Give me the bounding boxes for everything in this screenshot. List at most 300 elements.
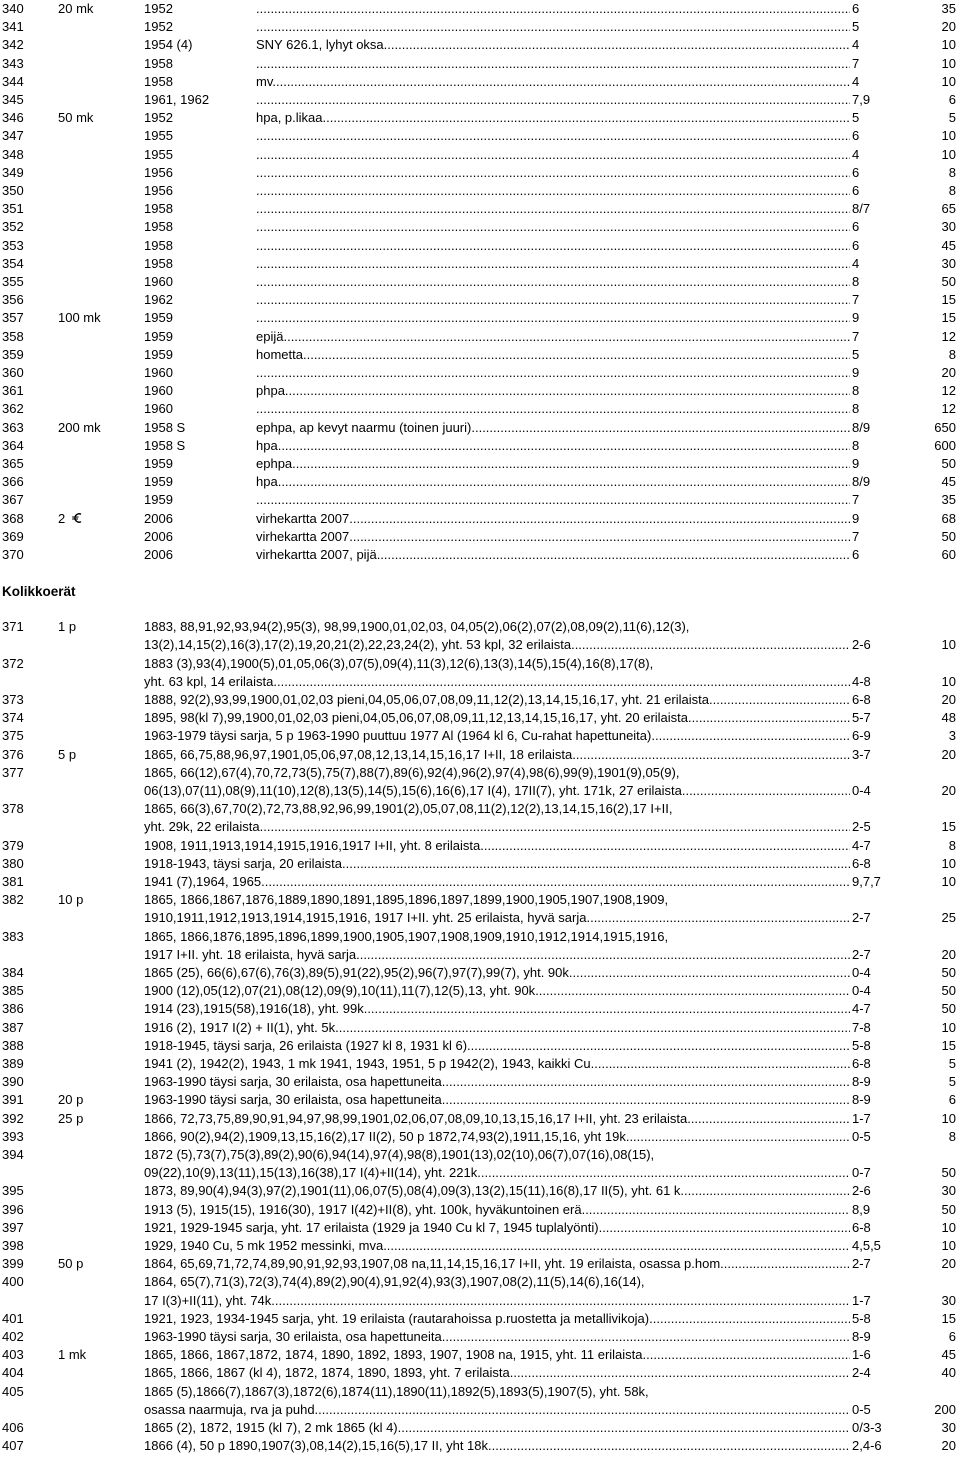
lot-row-continuation bbox=[0, 1401, 960, 1419]
lot-row-continuation bbox=[0, 818, 960, 836]
description-text: 1918-1943, täysi sarja, 20 erilaista bbox=[144, 855, 343, 871]
condition: 7-8 bbox=[852, 1019, 871, 1035]
condition: 2-7 bbox=[852, 910, 871, 926]
lot-number: 400 bbox=[2, 1274, 24, 1290]
dot-leader bbox=[315, 1401, 850, 1419]
lot-row bbox=[0, 291, 960, 309]
description bbox=[144, 1164, 850, 1182]
description bbox=[256, 146, 850, 164]
lot-number: 341 bbox=[2, 19, 24, 35]
dot-leader bbox=[256, 237, 850, 255]
price: 50 bbox=[941, 983, 956, 999]
lot-number: 364 bbox=[2, 437, 24, 453]
lot-number: 350 bbox=[2, 183, 24, 198]
lot-row bbox=[0, 255, 960, 273]
condition: 8,9 bbox=[852, 1201, 871, 1217]
condition: 4,5,5 bbox=[852, 1238, 881, 1253]
price: 15 bbox=[941, 1310, 956, 1326]
dot-leader bbox=[278, 473, 850, 491]
lot-number: 359 bbox=[2, 346, 24, 362]
price: 60 bbox=[941, 547, 956, 562]
description-text: hometta bbox=[256, 346, 303, 362]
description bbox=[256, 419, 850, 437]
lot-number: 351 bbox=[2, 201, 24, 217]
description bbox=[144, 673, 850, 691]
condition: 6-8 bbox=[852, 855, 871, 871]
lot-row bbox=[0, 1364, 960, 1382]
year: 1960 bbox=[144, 274, 173, 289]
lot-row bbox=[0, 1073, 960, 1091]
price: 6 bbox=[948, 92, 956, 107]
lot-row bbox=[0, 1019, 960, 1037]
lot-number: 357 bbox=[2, 310, 24, 326]
description bbox=[144, 1019, 850, 1037]
lot-row bbox=[0, 891, 960, 909]
year: 1959 bbox=[144, 492, 173, 508]
price: 15 bbox=[941, 310, 956, 326]
condition: 4 bbox=[852, 37, 860, 53]
lot-number: 355 bbox=[2, 274, 24, 289]
lot-row bbox=[0, 655, 960, 673]
lot-number: 384 bbox=[2, 965, 24, 980]
description-text: 1865, 66(3),67,70(2),72,73,88,92,96,99,1901(2),05,07,08,11(2),12(2),13,14,15,16(2),17 I+II, bbox=[144, 801, 673, 817]
lot-row bbox=[0, 218, 960, 236]
description bbox=[256, 273, 850, 291]
lot-number: 358 bbox=[2, 328, 24, 344]
dot-leader bbox=[256, 55, 850, 73]
description-text: virhekartta 2007 bbox=[256, 510, 350, 526]
dot-leader bbox=[256, 164, 850, 182]
dot-leader bbox=[349, 510, 850, 528]
year: 1959 bbox=[144, 328, 173, 344]
lot-number: 361 bbox=[2, 383, 24, 399]
dot-leader bbox=[256, 182, 850, 200]
price: 600 bbox=[934, 437, 956, 453]
lot-row bbox=[0, 764, 960, 782]
year: 1960 bbox=[144, 401, 173, 417]
lot-row-continuation bbox=[0, 946, 960, 964]
lot-number: 353 bbox=[2, 237, 24, 253]
price: 8 bbox=[948, 837, 956, 853]
dot-leader bbox=[467, 1037, 850, 1055]
lot-row bbox=[0, 1328, 960, 1346]
dot-leader bbox=[283, 328, 850, 346]
condition: 2-6 bbox=[852, 1183, 871, 1199]
lot-row bbox=[0, 55, 960, 73]
lot-row bbox=[0, 1419, 960, 1437]
price: 50 bbox=[941, 1001, 956, 1017]
dot-leader bbox=[586, 909, 850, 927]
description bbox=[144, 1219, 850, 1237]
lot-row bbox=[0, 91, 960, 109]
description-text: 1865, 1866,1867,1876,1889,1890,1891,1895,1896,1897,1899,1900,1905,1907,1908,1909, bbox=[144, 892, 669, 908]
lot-row bbox=[0, 18, 960, 36]
price: 5 bbox=[948, 1056, 956, 1071]
lot-number: 381 bbox=[2, 874, 24, 889]
dot-leader bbox=[349, 528, 850, 546]
dot-leader bbox=[335, 1019, 850, 1037]
description bbox=[256, 346, 850, 364]
description-text: 1883, 88,91,92,93,94(2),95(3), 98,99,1900,01,02,03, 04,05(2),06(2),07(2),08,09(2),11(6),12(3), bbox=[144, 619, 690, 635]
condition: 8/9 bbox=[852, 474, 871, 490]
description bbox=[256, 437, 850, 455]
dot-leader bbox=[303, 346, 850, 364]
year: 1959 bbox=[144, 474, 173, 490]
description-text: 1883 (3),93(4),1900(5),01,05,06(3),07(5),09(4),11(3),12(6),13(3),14(5),15(4),16(8),17(8), bbox=[144, 655, 654, 671]
price: 10 bbox=[941, 874, 956, 889]
condition: 0-7 bbox=[852, 1165, 871, 1181]
price: 650 bbox=[934, 419, 956, 435]
condition: 6 bbox=[852, 219, 860, 235]
description bbox=[256, 0, 850, 18]
description-text: 1865, 66(12),67(4),70,72,73(5),75(7),88(7),89(6),92(4),96(2),97(4),98(6),99(9),1901(9),05(9), bbox=[144, 764, 680, 780]
lot-row bbox=[0, 455, 960, 473]
lot-row bbox=[0, 400, 960, 418]
denomination: 2 bbox=[58, 510, 83, 528]
condition: 2-4 bbox=[852, 1365, 871, 1381]
lot-number: 394 bbox=[2, 1147, 24, 1162]
price: 20 bbox=[941, 783, 956, 798]
condition: 4-7 bbox=[852, 837, 871, 853]
description bbox=[256, 164, 850, 182]
denomination: 20 mk bbox=[58, 1, 94, 16]
condition: 6 bbox=[852, 183, 860, 198]
year: 1958 bbox=[144, 55, 173, 71]
price: 10 bbox=[941, 73, 956, 89]
year: 1960 bbox=[144, 383, 173, 399]
condition: 6 bbox=[852, 128, 860, 144]
condition: 0-5 bbox=[852, 1401, 871, 1417]
price: 50 bbox=[941, 274, 956, 289]
price: 35 bbox=[941, 1, 956, 16]
description bbox=[144, 1310, 850, 1328]
condition: 6-8 bbox=[852, 692, 871, 707]
description bbox=[144, 1346, 850, 1364]
condition: 6-8 bbox=[852, 1219, 871, 1235]
dot-leader bbox=[442, 1073, 850, 1091]
description bbox=[256, 91, 850, 109]
year: 1959 bbox=[144, 456, 173, 471]
dot-leader bbox=[442, 1091, 850, 1109]
description bbox=[144, 1055, 850, 1073]
description-text: 1872 (5),73(7),75(3),89(2),90(6),94(14),97(4),98(8),1901(13),02(10),06(7),07(16),08(15), bbox=[144, 1147, 655, 1162]
description-text: 1866, 90(2),94(2),1909,13,15,16(2),17 II(2), 50 p 1872,74,93(2),1911,15,16, yht 19k bbox=[144, 1128, 626, 1144]
price: 50 bbox=[941, 1201, 956, 1217]
lot-row bbox=[0, 1383, 960, 1401]
price: 12 bbox=[941, 383, 956, 399]
year: 1958 bbox=[144, 73, 173, 89]
description bbox=[256, 455, 850, 473]
description bbox=[144, 1182, 850, 1200]
description bbox=[144, 1000, 850, 1018]
description bbox=[256, 127, 850, 145]
description bbox=[144, 709, 850, 727]
dot-leader bbox=[292, 455, 850, 473]
description bbox=[144, 873, 850, 891]
condition: 4-8 bbox=[852, 673, 871, 689]
condition: 6 bbox=[852, 237, 860, 253]
description-text: hpa bbox=[256, 474, 278, 490]
description-text: SNY 626.1, lyhyt oksa bbox=[256, 37, 384, 53]
description-text: 1963-1990 täysi sarja, 30 erilaista, osa hapettuneita bbox=[144, 1092, 442, 1108]
dot-leader bbox=[571, 636, 850, 654]
lot-number: 406 bbox=[2, 1420, 24, 1435]
lot-number: 401 bbox=[2, 1310, 24, 1326]
description-text: 1929, 1940 Cu, 5 mk 1952 messinki, mva bbox=[144, 1238, 384, 1253]
description bbox=[256, 309, 850, 327]
description-text: 1895, 98(kl 7),99,1900,01,02,03 pieni,04,05,06,07,08,09,11,12,13,14,15,16,17, yht. 20 erilaista bbox=[144, 710, 689, 726]
condition: 9 bbox=[852, 365, 860, 380]
description-text: 1913 (5), 1915(15), 1916(30), 1917 I(42)+II(8), yht. 100k, hyväkuntoinen erä bbox=[144, 1201, 582, 1217]
description bbox=[144, 982, 850, 1000]
lot-number: 363 bbox=[2, 419, 24, 435]
denomination: 25 p bbox=[58, 1110, 84, 1126]
dot-leader bbox=[256, 255, 850, 273]
lot-number: 390 bbox=[2, 1074, 24, 1090]
lot-number: 366 bbox=[2, 474, 24, 490]
lot-number: 379 bbox=[2, 837, 24, 853]
description bbox=[256, 218, 850, 236]
lot-number: 386 bbox=[2, 1001, 24, 1017]
lot-number: 391 bbox=[2, 1092, 24, 1108]
lot-row-continuation bbox=[0, 782, 960, 800]
price: 30 bbox=[941, 219, 956, 235]
lot-row bbox=[0, 691, 960, 709]
lot-row-continuation bbox=[0, 673, 960, 691]
price: 20 bbox=[941, 946, 956, 962]
lot-number: 377 bbox=[2, 764, 24, 780]
condition: 8-9 bbox=[852, 1329, 871, 1344]
dot-leader bbox=[256, 309, 850, 327]
dot-leader bbox=[569, 964, 850, 982]
lot-number: 382 bbox=[2, 892, 24, 908]
price: 12 bbox=[941, 401, 956, 417]
year: 2006 bbox=[144, 528, 173, 544]
lot-number: 375 bbox=[2, 728, 24, 744]
lot-row bbox=[0, 528, 960, 546]
lot-number: 343 bbox=[2, 55, 24, 71]
price: 6 bbox=[948, 1092, 956, 1108]
dot-leader bbox=[682, 782, 850, 800]
denomination: 1 mk bbox=[58, 1347, 87, 1363]
description bbox=[256, 55, 850, 73]
description bbox=[144, 964, 850, 982]
price: 20 bbox=[941, 1256, 956, 1272]
year: 1961, 1962 bbox=[144, 92, 210, 107]
condition: 2-7 bbox=[852, 1256, 871, 1272]
denomination: 20 p bbox=[58, 1092, 84, 1108]
lot-number: 374 bbox=[2, 710, 24, 726]
dot-leader bbox=[384, 36, 850, 54]
dot-leader bbox=[256, 146, 850, 164]
description-text: 1865 (2), 1872, 1915 (kl 7), 2 mk 1865 (kl 4) bbox=[144, 1420, 398, 1435]
lot-row bbox=[0, 1237, 960, 1255]
lot-row bbox=[0, 709, 960, 727]
description-text: 1865, 1866, 1867 (kl 4), 1872, 1874, 1890, 1893, yht. 7 erilaista bbox=[144, 1365, 510, 1381]
dot-leader bbox=[256, 200, 850, 218]
condition: 1-7 bbox=[852, 1292, 871, 1308]
lot-number: 373 bbox=[2, 692, 24, 707]
description-text: 1900 (12),05(12),07(21),08(12),09(9),10(11),11(7),12(5),13, yht. 90k bbox=[144, 983, 536, 999]
price: 10 bbox=[941, 146, 956, 162]
lot-row bbox=[0, 1146, 960, 1164]
lot-row bbox=[0, 1128, 960, 1146]
condition: 8-9 bbox=[852, 1074, 871, 1090]
year: 1955 bbox=[144, 128, 173, 144]
lot-row bbox=[0, 237, 960, 255]
dot-leader bbox=[582, 1201, 850, 1219]
dot-leader bbox=[260, 818, 850, 836]
price: 200 bbox=[934, 1401, 956, 1417]
lot-row bbox=[0, 1437, 960, 1455]
dot-leader bbox=[342, 855, 850, 873]
lot-number: 372 bbox=[2, 655, 24, 671]
lot-number: 407 bbox=[2, 1438, 24, 1454]
dot-leader bbox=[591, 1055, 850, 1073]
year: 1960 bbox=[144, 365, 173, 380]
description bbox=[256, 528, 850, 546]
dot-leader bbox=[471, 419, 850, 437]
lot-number: 342 bbox=[2, 37, 24, 53]
description-text: hpa bbox=[256, 437, 278, 453]
condition: 9,7,7 bbox=[852, 874, 881, 889]
lot-number: 395 bbox=[2, 1183, 24, 1199]
denomination: 100 mk bbox=[58, 310, 101, 326]
lot-number: 346 bbox=[2, 110, 24, 126]
dot-leader bbox=[276, 73, 850, 91]
price: 10 bbox=[941, 637, 956, 653]
lot-row bbox=[0, 309, 960, 327]
description bbox=[144, 1037, 850, 1055]
price: 15 bbox=[941, 819, 956, 835]
description bbox=[144, 855, 850, 873]
condition: 0-5 bbox=[852, 1128, 871, 1144]
lot-number: 369 bbox=[2, 528, 24, 544]
description-text: 1941 (2), 1942(2), 1943, 1 mk 1941, 1943, 1951, 5 p 1942(2), 1943, kaikki Cu bbox=[144, 1056, 591, 1071]
price: 10 bbox=[941, 1110, 956, 1126]
lot-number: 360 bbox=[2, 365, 24, 380]
lot-row bbox=[0, 437, 960, 455]
lot-row bbox=[0, 1182, 960, 1200]
condition: 2-5 bbox=[852, 819, 871, 835]
condition: 5 bbox=[852, 19, 860, 35]
description bbox=[144, 782, 850, 800]
dot-leader bbox=[271, 1292, 850, 1310]
lot-number: 340 bbox=[2, 1, 24, 16]
lot-number: 348 bbox=[2, 146, 24, 162]
year: 1958 S bbox=[144, 437, 186, 453]
condition: 7 bbox=[852, 492, 860, 508]
description-text: ephpa, ap kevyt naarmu (toinen juuri) bbox=[256, 419, 472, 435]
condition: 8 bbox=[852, 383, 860, 399]
condition: 1-7 bbox=[852, 1110, 871, 1126]
description-text: 1963-1990 täysi sarja, 30 erilaista, osa hapettuneita bbox=[144, 1074, 442, 1090]
description-text: 1864, 65,69,71,72,74,89,90,91,92,93,1907,08 na,11,14,15,16,17 I+II, yht. 19 erilaista, osassa p.hom bbox=[144, 1256, 721, 1272]
lot-row bbox=[0, 510, 960, 528]
description bbox=[144, 946, 850, 964]
description-text: 17 I(3)+II(11), yht. 74k bbox=[144, 1292, 272, 1308]
price: 30 bbox=[941, 255, 956, 271]
description-text: 13(2),14,15(2),16(3),17(2),19,20,21(2),22,23,24(2), yht. 53 kpl, 32 erilaista bbox=[144, 637, 572, 653]
lot-row bbox=[0, 982, 960, 1000]
dot-leader bbox=[261, 873, 850, 891]
price: 68 bbox=[941, 510, 956, 526]
description-text: virhekartta 2007 bbox=[256, 528, 350, 544]
year: 1958 S bbox=[144, 419, 186, 435]
lot-row bbox=[0, 419, 960, 437]
lot-row bbox=[0, 1219, 960, 1237]
dot-leader bbox=[398, 1419, 850, 1437]
lot-row bbox=[0, 800, 960, 818]
description bbox=[144, 691, 850, 709]
description-text: 1910,1911,1912,1913,1914,1915,1916, 1917 I+II. yht. 25 erilaista, hyvä sarja bbox=[144, 910, 587, 926]
price: 30 bbox=[941, 1292, 956, 1308]
description bbox=[144, 1091, 850, 1109]
condition: 8 bbox=[852, 401, 860, 417]
price: 8 bbox=[948, 183, 956, 198]
lot-number: 345 bbox=[2, 92, 24, 107]
description-text: 1866, 72,73,75,89,90,91,94,97,98,99,1901,02,06,07,08,09,10,13,15,16,17 I+II, yht. 23 erilaista bbox=[144, 1110, 688, 1126]
description bbox=[144, 1401, 850, 1419]
price: 45 bbox=[941, 237, 956, 253]
dot-leader bbox=[256, 491, 850, 509]
dot-leader bbox=[285, 382, 850, 400]
description bbox=[144, 1073, 850, 1091]
price: 50 bbox=[941, 1165, 956, 1181]
condition: 4-7 bbox=[852, 1001, 871, 1017]
year: 1952 bbox=[144, 110, 173, 126]
condition: 2-7 bbox=[852, 946, 871, 962]
dot-leader bbox=[709, 691, 850, 709]
condition: 7 bbox=[852, 328, 860, 344]
lot-number: 380 bbox=[2, 855, 24, 871]
description-text: 1921, 1929-1945 sarja, yht. 17 erilaista (1929 ja 1940 Cu kl 7, 1945 tuplalyönti) bbox=[144, 1219, 599, 1235]
description bbox=[144, 636, 850, 654]
lot-row bbox=[0, 73, 960, 91]
description-text: 1917 I+II. yht. 18 erilaista, hyvä sarja bbox=[144, 946, 357, 962]
lot-number: 385 bbox=[2, 983, 24, 999]
condition: 6-9 bbox=[852, 728, 871, 744]
description-text: hpa, p.likaa bbox=[256, 110, 323, 126]
condition: 0-4 bbox=[852, 983, 871, 999]
lot-number: 378 bbox=[2, 801, 24, 817]
lot-number: 370 bbox=[2, 547, 24, 562]
lot-row bbox=[0, 328, 960, 346]
year: 1962 bbox=[144, 292, 173, 308]
condition: 5 bbox=[852, 110, 860, 126]
dot-leader bbox=[256, 18, 850, 36]
dot-leader bbox=[572, 746, 850, 764]
description bbox=[256, 400, 850, 418]
description-text: 1916 (2), 1917 I(2) + II(1), yht. 5k bbox=[144, 1019, 336, 1035]
description bbox=[256, 382, 850, 400]
lot-number: 347 bbox=[2, 128, 24, 144]
condition: 5-7 bbox=[852, 710, 871, 726]
lot-number: 367 bbox=[2, 492, 24, 508]
lot-row-continuation bbox=[0, 1292, 960, 1310]
condition: 5 bbox=[852, 346, 860, 362]
condition: 6 bbox=[852, 164, 860, 180]
price: 45 bbox=[941, 474, 956, 490]
description bbox=[256, 491, 850, 509]
description-text: mv. bbox=[256, 73, 276, 89]
description bbox=[144, 1110, 850, 1128]
price: 20 bbox=[941, 1438, 956, 1454]
price: 10 bbox=[941, 128, 956, 144]
price: 40 bbox=[941, 1365, 956, 1381]
condition: 7 bbox=[852, 292, 860, 308]
price: 50 bbox=[941, 965, 956, 980]
